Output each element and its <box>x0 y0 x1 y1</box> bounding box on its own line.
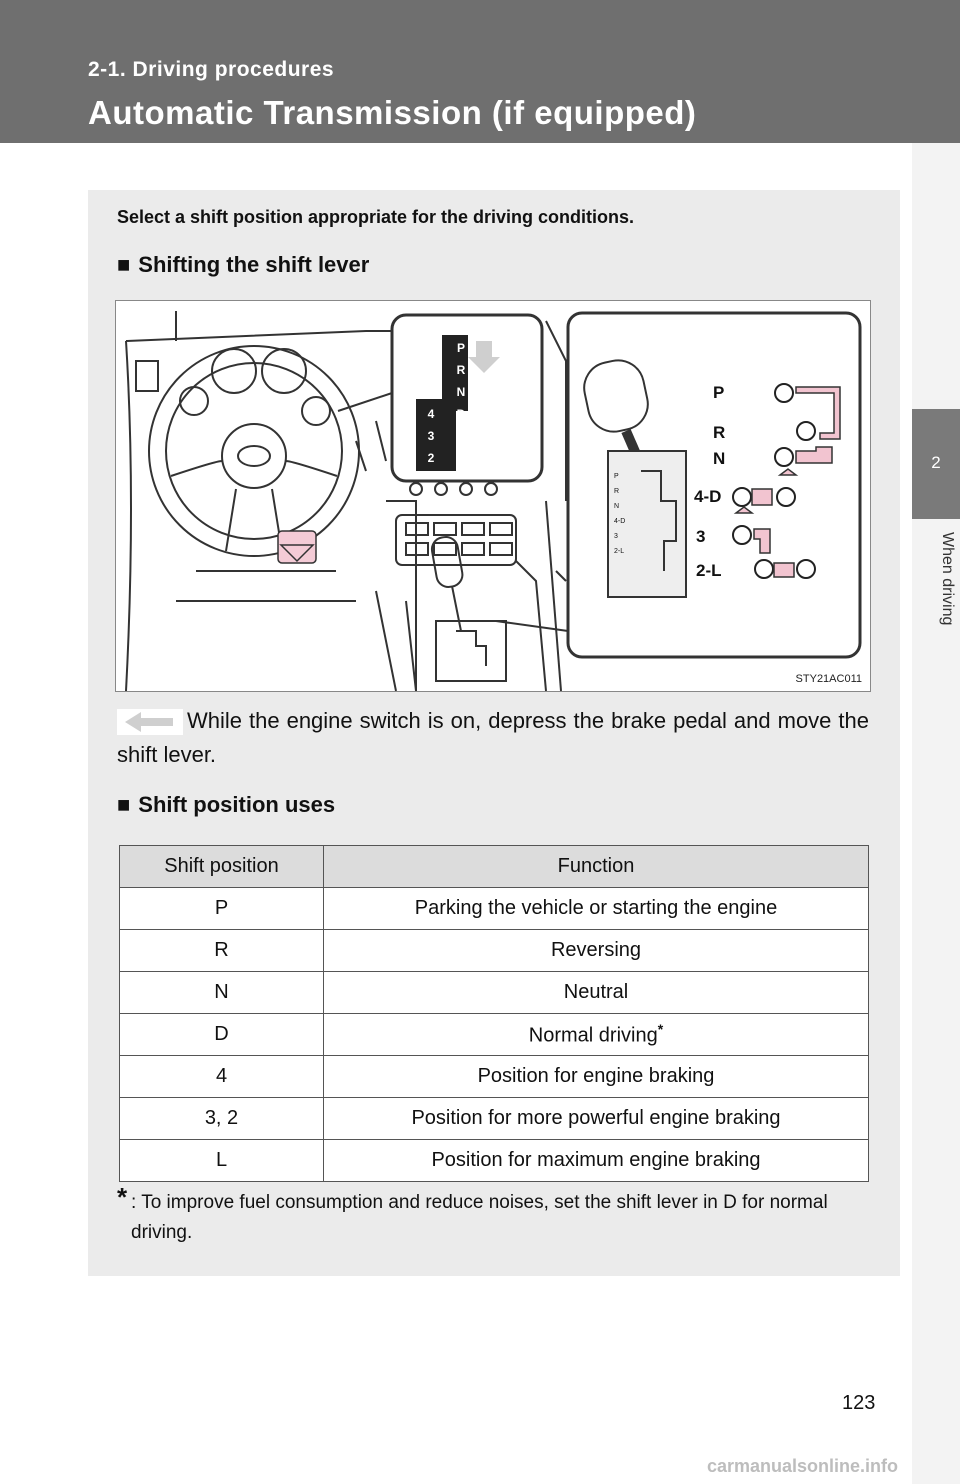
shift-position-cell: 3, 2 <box>120 1098 324 1140</box>
footnote-star: * <box>117 1182 128 1212</box>
function-cell: Neutral <box>324 972 869 1014</box>
gate-letter: D <box>456 407 466 421</box>
section-label: 2-1. Driving procedures <box>88 58 335 81</box>
gate-letter: N <box>456 385 466 399</box>
figure-code: STY21AC011 <box>795 673 862 685</box>
section-heading-uses <box>117 792 335 818</box>
shift-position-cell: R <box>120 930 324 972</box>
table-header-row <box>120 846 869 888</box>
side-tab-spacer <box>912 143 960 409</box>
console-marks <box>614 469 625 559</box>
console-mark: R <box>614 488 620 495</box>
table-row <box>120 972 869 1014</box>
footnote-marker: * <box>657 1021 664 1038</box>
chapter-number: 2 <box>931 453 941 472</box>
footnote <box>117 1182 869 1248</box>
gate-label-p: P <box>713 383 725 402</box>
gate-letters-column-a <box>449 337 473 425</box>
column-header: Shift position <box>120 846 324 888</box>
instruction-text: While the engine switch is on, depress the brake pedal and move the shift lever. <box>117 708 869 767</box>
watermark: carmanualsonline.info <box>707 1456 899 1476</box>
table-row <box>120 1098 869 1140</box>
table-row <box>120 1014 869 1056</box>
section-heading-shifting <box>117 252 369 278</box>
table-row <box>120 1056 869 1098</box>
bullet-square: ■ <box>117 792 131 817</box>
gate-letter: 2 <box>427 451 435 465</box>
table-row <box>120 888 869 930</box>
page-header <box>0 0 960 143</box>
function-cell: Position for more powerful engine braking <box>324 1098 869 1140</box>
gate-label-4d: 4-D <box>694 487 722 506</box>
shift-position-cell: N <box>120 972 324 1014</box>
instruction-paragraph <box>117 704 869 772</box>
console-mark: 2-L <box>614 548 625 555</box>
function-cell: Parking the vehicle or starting the engine <box>324 888 869 930</box>
gate-letter: 3 <box>427 429 435 443</box>
gate-letter-l: L <box>457 447 465 461</box>
console-mark: N <box>614 503 620 510</box>
shift-position-cell: P <box>120 888 324 930</box>
section-title: Shifting the shift lever <box>138 252 370 277</box>
gate-letter: P <box>456 341 465 355</box>
function-cell: Reversing <box>324 930 869 972</box>
shift-position-cell: L <box>120 1140 324 1182</box>
console-mark: 4-D <box>614 518 626 525</box>
gate-label-r: R <box>713 423 726 442</box>
chapter-label: When driving <box>939 532 956 626</box>
shift-position-table <box>119 845 869 1182</box>
footnote-text: : To improve fuel consumption and reduce noises, set the shift lever in D for normal driving. <box>131 1192 828 1243</box>
table-row <box>120 930 869 972</box>
shift-lever-figure <box>115 300 871 692</box>
shift-position-cell: 4 <box>120 1056 324 1098</box>
gate-label-3: 3 <box>696 527 706 546</box>
left-arrow-icon <box>117 709 183 735</box>
gate-label-n: N <box>713 449 726 468</box>
column-header: Function <box>324 846 869 888</box>
page-title: Automatic Transmission (if equipped) <box>88 94 697 131</box>
dashboard-illustration <box>116 301 871 692</box>
intro-text: Select a shift position appropriate for the driving conditions. <box>117 207 635 227</box>
function-cell: Position for maximum engine braking <box>324 1140 869 1182</box>
gate-letter: R <box>456 363 466 377</box>
table-row <box>120 1140 869 1182</box>
gate-letter: 4 <box>427 407 435 421</box>
function-text: Normal driving <box>528 1024 658 1047</box>
gate-label-2l: 2-L <box>696 561 722 580</box>
console-mark: 3 <box>614 533 618 540</box>
section-title: Shift position uses <box>138 792 336 817</box>
gate-letters-column-b <box>419 403 443 469</box>
console-mark: P <box>614 473 619 480</box>
page-number: 123 <box>842 1392 876 1414</box>
function-cell <box>324 1014 869 1056</box>
chapter-tab <box>912 409 960 519</box>
shift-position-cell: D <box>120 1014 324 1056</box>
bullet-square: ■ <box>117 252 131 277</box>
function-cell: Position for engine braking <box>324 1056 869 1098</box>
